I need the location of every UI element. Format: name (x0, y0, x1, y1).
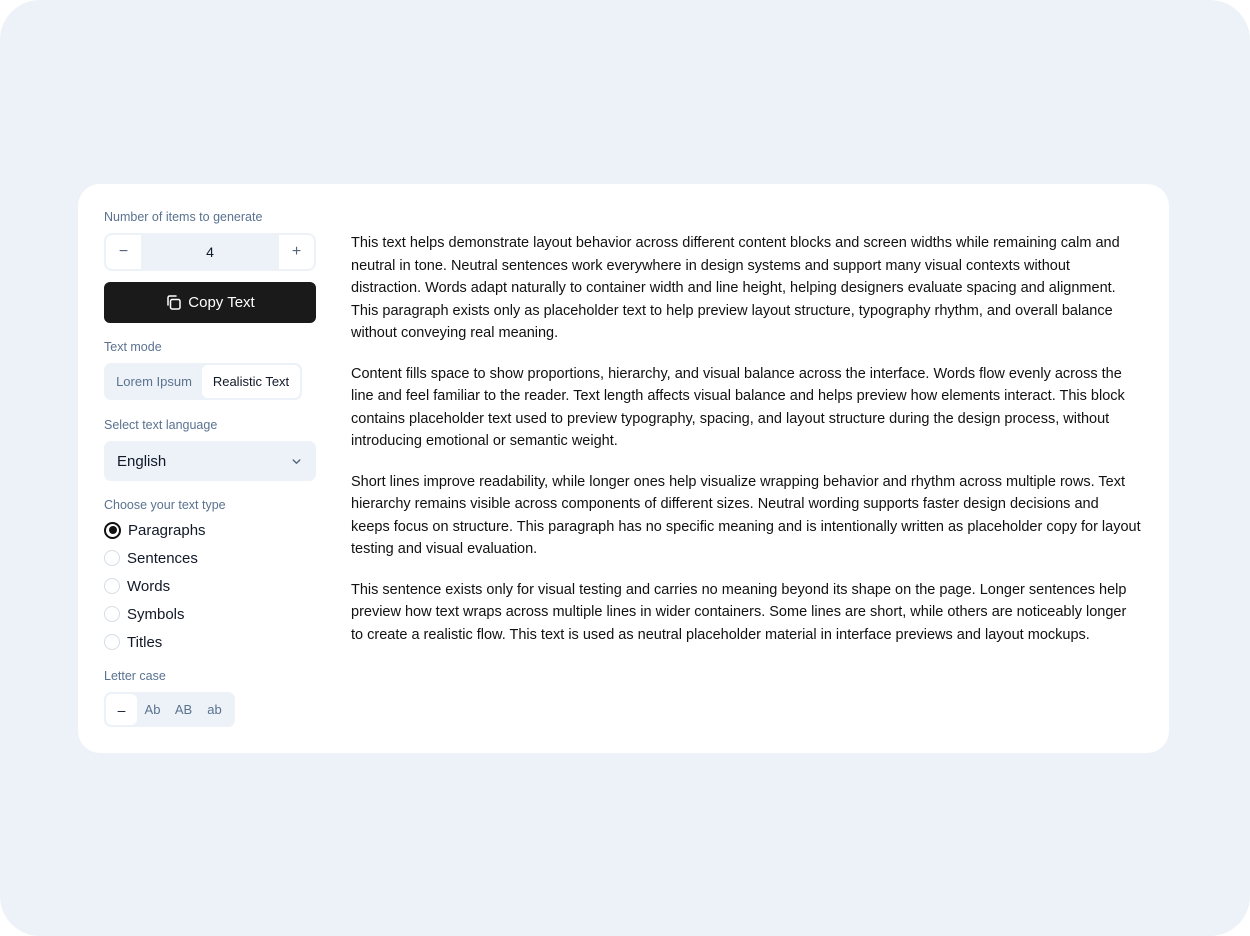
generator-card (78, 184, 1169, 753)
copy-text-label: Copy Text (188, 294, 255, 311)
chevron-down-icon (291, 456, 302, 467)
type-option-sentences[interactable] (104, 547, 198, 569)
type-option-label: Paragraphs (128, 521, 206, 539)
language-label: Select text language (104, 418, 218, 432)
radio-unchecked-icon (104, 578, 120, 594)
count-stepper (104, 233, 316, 271)
letter-case-label: Letter case (104, 669, 166, 683)
copy-text-button[interactable] (104, 282, 316, 323)
radio-unchecked-icon (104, 634, 120, 650)
mode-lorem-ipsum[interactable]: Lorem Ipsum (116, 374, 192, 389)
increment-button[interactable] (279, 235, 314, 269)
generated-paragraph: Content fills space to show proportions, hierarchy, and visual balance across the interface. Words flow evenly across the line and feel familiar to the reader. Text length affects visual balance and helps preview how elements interact. This block contains placeholder text used to preview typography, spacing, and layout structure during the design process, without introducing emotional or semantic weight. (351, 365, 1125, 449)
letter-case-toggle (104, 692, 235, 727)
language-value: English (117, 452, 167, 470)
case-option-lower[interactable]: ab (207, 702, 222, 717)
type-option-words[interactable] (104, 575, 170, 597)
type-option-label: Symbols (127, 605, 185, 623)
type-option-label: Titles (127, 633, 163, 651)
text-mode-label: Text mode (104, 340, 162, 354)
type-option-symbols[interactable] (104, 603, 185, 625)
count-label: Number of items to generate (104, 210, 263, 224)
radio-unchecked-icon (104, 550, 120, 566)
radio-unchecked-icon (104, 606, 120, 622)
case-option-title[interactable]: Ab (144, 702, 161, 717)
minus-icon: − (118, 243, 129, 260)
generated-paragraph: Short lines improve readability, while longer ones help visualize wrapping behavior and rhythm across multiple rows. Text hierarchy remains visible across components of different sizes. Neutral wording supports faster design decisions and keeps focus on structure. This paragraph has no specific meaning and is intentionally written as placeholder copy for layout testing and visual evaluation. (351, 473, 1141, 557)
mode-realistic-text[interactable]: Realistic Text (202, 365, 300, 398)
copy-icon (165, 294, 182, 311)
generated-paragraph: This text helps demonstrate layout behavior across different content blocks and screen widths while remaining calm and neutral in tone. Neutral sentences work everywhere in design systems and support many visual contexts without distraction. Words adapt naturally to container width and line height, helping designers evaluate spacing and alignment. This paragraph exists only as placeholder text to help preview layout structure, typography rhythm, and overall balance without conveying real meaning. (351, 235, 1120, 341)
type-option-label: Sentences (127, 549, 198, 567)
type-option-paragraphs[interactable] (104, 519, 206, 541)
decrement-button[interactable] (106, 235, 141, 269)
plus-icon: + (291, 243, 302, 260)
generated-paragraph: This sentence exists only for visual testing and carries no meaning beyond its shape on the page. Longer sentences help preview how text wraps across multiple lines in wider containers. Some lines are short, while others are noticeably longer to create a realistic flow. This text is used as neutral placeholder material in interface previews and layout mockups. (351, 581, 1127, 643)
text-mode-toggle (104, 363, 302, 400)
type-option-label: Words (127, 577, 171, 595)
case-option-none[interactable]: – (106, 694, 137, 725)
text-type-label: Choose your text type (104, 498, 226, 512)
count-value[interactable]: 4 (141, 235, 279, 269)
language-select[interactable] (104, 441, 316, 481)
case-option-upper[interactable]: AB (174, 702, 193, 717)
type-option-titles[interactable] (104, 631, 162, 653)
radio-checked-icon (104, 522, 121, 539)
generated-text (351, 232, 1141, 664)
